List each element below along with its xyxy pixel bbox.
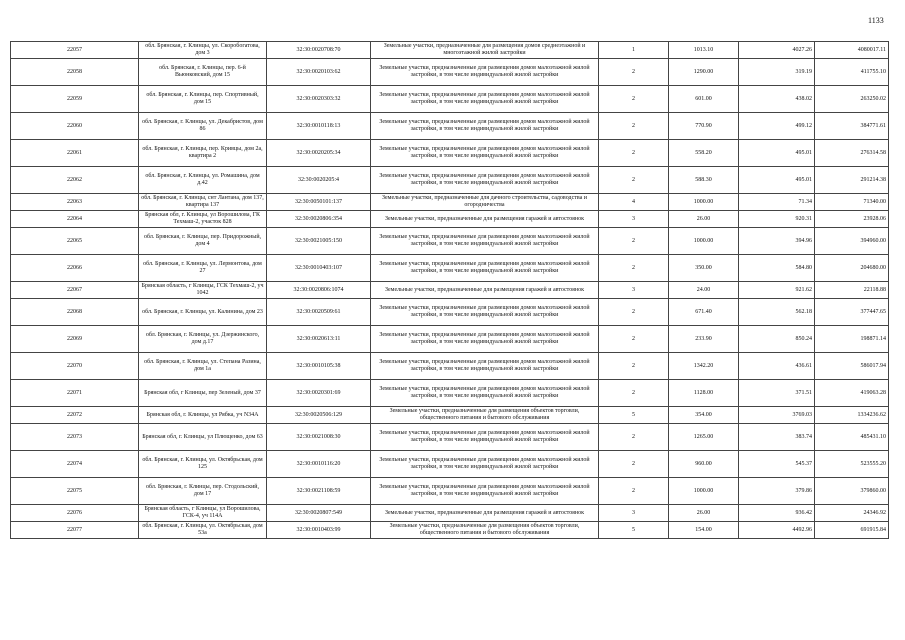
cell-number: 22072 [11, 407, 139, 424]
table-row [11, 451, 889, 478]
cell-address: обл. Брянская, г. Клинцы, ул. Ромашина, дом д.42 [139, 167, 267, 194]
cell-cadastral-number: 32:30:0020303:32 [267, 86, 371, 113]
table-row [11, 255, 889, 282]
cell-unit-value: 371.51 [739, 380, 815, 407]
cell-land-use: Земельные участки, предназначенные для размещения домов малоэтажной жилой застройки, в том числе индивидуальной жилой застройки [371, 167, 599, 194]
table-body [11, 42, 889, 539]
cell-address: обл. Брянская, г. Клинцы, ул. Декабристов, дом 86 [139, 113, 267, 140]
cadastral-value-table [10, 41, 889, 539]
table-row [11, 167, 889, 194]
cell-cadastral-value: 22118.88 [815, 282, 889, 299]
cell-number: 22074 [11, 451, 139, 478]
cell-land-use: Земельные участки, предназначенные для размещения домов малоэтажной жилой застройки, в том числе индивидуальной жилой застройки [371, 228, 599, 255]
cell-cadastral-number: 32:30:0020708:70 [267, 42, 371, 59]
cell-area: 26.00 [669, 505, 739, 522]
cell-unit-value: 495.01 [739, 140, 815, 167]
cell-unit-value: 499.12 [739, 113, 815, 140]
cell-land-use: Земельные участки, предназначенные для размещения домов малоэтажной жилой застройки, в том числе индивидуальной жилой застройки [371, 380, 599, 407]
cell-area: 233.90 [669, 326, 739, 353]
cell-unit-value: 584.80 [739, 255, 815, 282]
cell-group: 1 [599, 42, 669, 59]
cell-group: 2 [599, 299, 669, 326]
cell-area: 1013.10 [669, 42, 739, 59]
cell-cadastral-number: 32:30:0020806:354 [267, 211, 371, 228]
cell-number: 22062 [11, 167, 139, 194]
cell-cadastral-value: 523555.20 [815, 451, 889, 478]
cell-cadastral-value: 198871.14 [815, 326, 889, 353]
cell-land-use: Земельные участки, предназначенные для размещения домов малоэтажной жилой застройки, в том числе индивидуальной жилой застройки [371, 86, 599, 113]
cell-area: 1000.00 [669, 194, 739, 211]
cell-cadastral-value: 263250.02 [815, 86, 889, 113]
cell-land-use: Земельные участки, предназначенные для размещения домов малоэтажной жилой застройки, в том числе индивидуальной жилой застройки [371, 59, 599, 86]
cell-land-use: Земельные участки, предназначенные для размещения домов среднеэтажной и многоэтажной жилой застройки [371, 42, 599, 59]
cell-area: 26.00 [669, 211, 739, 228]
cell-cadastral-value: 384771.61 [815, 113, 889, 140]
table-row [11, 353, 889, 380]
cell-unit-value: 379.86 [739, 478, 815, 505]
table-row [11, 407, 889, 424]
cell-land-use: Земельные участки, предназначенные для размещения домов малоэтажной жилой застройки, в том числе индивидуальной жилой застройки [371, 255, 599, 282]
cell-address: Брянская обл, г. Клинцы, ул Ворошилова, ГК Техмаш-2, участок 828 [139, 211, 267, 228]
cell-unit-value: 394.96 [739, 228, 815, 255]
cell-number: 22061 [11, 140, 139, 167]
cell-land-use: Земельные участки, предназначенные для размещения домов малоэтажной жилой застройки, в том числе индивидуальной жилой застройки [371, 424, 599, 451]
cell-cadastral-value: 377447.65 [815, 299, 889, 326]
cell-cadastral-value: 691915.84 [815, 522, 889, 539]
cell-number: 22066 [11, 255, 139, 282]
table-row [11, 522, 889, 539]
cell-area: 960.00 [669, 451, 739, 478]
cell-address: обл. Брянская, г. Клинцы, ул. Дзержинского, дом д.17 [139, 326, 267, 353]
cell-cadastral-number: 32:30:0020613:11 [267, 326, 371, 353]
cell-cadastral-number: 32:30:0021108:59 [267, 478, 371, 505]
cell-cadastral-value: 23928.06 [815, 211, 889, 228]
cell-land-use: Земельные участки, предназначенные для размещения домов малоэтажной жилой застройки, в том числе индивидуальной жилой застройки [371, 353, 599, 380]
cell-address: обл. Брянская, г. Клинцы, пер. 6-й Вьюнковский, дом 15 [139, 59, 267, 86]
cell-address: обл. Брянская, г. Клинцы, снт Лантана, дом 137, квартира 137 [139, 194, 267, 211]
cell-cadastral-number: 32:30:0010118:13 [267, 113, 371, 140]
cell-cadastral-number: 32:30:0020806:1074 [267, 282, 371, 299]
cell-address: обл. Брянская, г. Клинцы, ул. Степана Разина, дом 1а [139, 353, 267, 380]
cell-number: 22069 [11, 326, 139, 353]
cell-unit-value: 71.34 [739, 194, 815, 211]
cell-number: 22063 [11, 194, 139, 211]
cell-cadastral-number: 32:30:0020807:549 [267, 505, 371, 522]
cell-cadastral-number: 32:30:0020205:4 [267, 167, 371, 194]
cell-group: 5 [599, 407, 669, 424]
cell-cadastral-value: 411755.10 [815, 59, 889, 86]
cell-number: 22071 [11, 380, 139, 407]
table-row [11, 86, 889, 113]
cell-group: 2 [599, 380, 669, 407]
cell-number: 22068 [11, 299, 139, 326]
cell-address: обл. Брянская, г. Клинцы, ул. Скоробогатова, дом 3 [139, 42, 267, 59]
cell-land-use: Земельные участки, предназначенные для размещения домов малоэтажной жилой застройки, в том числе индивидуальной жилой застройки [371, 451, 599, 478]
cell-land-use: Земельные участки, предназначенные для размещения гаражей и автостоянок [371, 211, 599, 228]
cell-cadastral-value: 24346.92 [815, 505, 889, 522]
cell-group: 2 [599, 451, 669, 478]
cell-cadastral-number: 32:30:0020301:69 [267, 380, 371, 407]
cell-area: 1342.20 [669, 353, 739, 380]
cell-unit-value: 495.01 [739, 167, 815, 194]
page-number: 1133 [868, 16, 884, 25]
cell-area: 558.20 [669, 140, 739, 167]
cell-number: 22075 [11, 478, 139, 505]
cell-group: 2 [599, 167, 669, 194]
cell-area: 350.00 [669, 255, 739, 282]
table-row [11, 211, 889, 228]
cell-group: 3 [599, 282, 669, 299]
cell-number: 22070 [11, 353, 139, 380]
cell-cadastral-number: 32:30:0010403:107 [267, 255, 371, 282]
cell-address: Брянская обл, г. Клинцы, ул Рябка, уч N34А [139, 407, 267, 424]
cell-group: 2 [599, 140, 669, 167]
cell-cadastral-value: 276314.58 [815, 140, 889, 167]
cell-number: 22065 [11, 228, 139, 255]
cell-number: 22077 [11, 522, 139, 539]
cell-area: 1000.00 [669, 228, 739, 255]
cell-unit-value: 436.61 [739, 353, 815, 380]
cell-area: 1128.00 [669, 380, 739, 407]
cell-area: 601.00 [669, 86, 739, 113]
cell-group: 2 [599, 113, 669, 140]
table-row [11, 42, 889, 59]
cell-cadastral-value: 1334236.62 [815, 407, 889, 424]
table-row [11, 478, 889, 505]
cell-number: 22058 [11, 59, 139, 86]
cell-unit-value: 4027.26 [739, 42, 815, 59]
table-row [11, 194, 889, 211]
cell-unit-value: 4492.96 [739, 522, 815, 539]
cell-cadastral-value: 419063.28 [815, 380, 889, 407]
cell-land-use: Земельные участки, предназначенные для размещения гаражей и автостоянок [371, 282, 599, 299]
cell-address: обл. Брянская, г. Клинцы, ул. Лермонтова, дом 27 [139, 255, 267, 282]
cell-number: 22067 [11, 282, 139, 299]
cell-group: 4 [599, 194, 669, 211]
cell-cadastral-value: 4080017.11 [815, 42, 889, 59]
cell-unit-value: 319.19 [739, 59, 815, 86]
cell-unit-value: 936.42 [739, 505, 815, 522]
cell-area: 588.30 [669, 167, 739, 194]
table-row [11, 228, 889, 255]
cell-area: 1000.00 [669, 478, 739, 505]
cell-cadastral-value: 586017.94 [815, 353, 889, 380]
table-row [11, 299, 889, 326]
cell-cadastral-value: 204680.00 [815, 255, 889, 282]
cell-address: обл. Брянская, г. Клинцы, пер. Спортивный, дом 15 [139, 86, 267, 113]
cell-unit-value: 545.37 [739, 451, 815, 478]
cell-cadastral-number: 32:30:0010105:38 [267, 353, 371, 380]
cell-land-use: Земельные участки, предназначенные для размещения домов малоэтажной жилой застройки, в том числе индивидуальной жилой застройки [371, 299, 599, 326]
cell-unit-value: 921.62 [739, 282, 815, 299]
cell-cadastral-number: 32:30:0021008:30 [267, 424, 371, 451]
table-row [11, 140, 889, 167]
cell-cadastral-value: 291214.38 [815, 167, 889, 194]
cell-cadastral-number: 32:30:0020205:34 [267, 140, 371, 167]
table-row [11, 505, 889, 522]
cell-cadastral-number: 32:30:0010403:99 [267, 522, 371, 539]
cell-number: 22059 [11, 86, 139, 113]
cell-group: 2 [599, 478, 669, 505]
cell-cadastral-number: 32:30:0010116:20 [267, 451, 371, 478]
cell-address: обл. Брянская, г. Клинцы, ул. Калинина, дом 23 [139, 299, 267, 326]
cell-group: 2 [599, 424, 669, 451]
cell-number: 22057 [11, 42, 139, 59]
table-row [11, 424, 889, 451]
cell-address: обл. Брянская, г. Клинцы, пер. Кривцы, дом 2а, квартира 2 [139, 140, 267, 167]
cell-number: 22064 [11, 211, 139, 228]
cell-cadastral-value: 394960.00 [815, 228, 889, 255]
cell-group: 2 [599, 228, 669, 255]
cell-area: 154.00 [669, 522, 739, 539]
cell-address: обл. Брянская, г. Клинцы, ул. Октябрьская, дом 125 [139, 451, 267, 478]
cell-land-use: Земельные участки, предназначенные для размещения объектов торговли, общественного питания и бытового обслуживания [371, 407, 599, 424]
cell-land-use: Земельные участки, предназначенные для размещения домов малоэтажной жилой застройки, в том числе индивидуальной жилой застройки [371, 140, 599, 167]
cell-unit-value: 920.31 [739, 211, 815, 228]
cell-address: обл. Брянская, г. Клинцы, пер. Придорожный, дом 4 [139, 228, 267, 255]
cell-address: Брянская обл, г. Клинцы, ул Плющенко, дом 63 [139, 424, 267, 451]
cell-group: 2 [599, 59, 669, 86]
cell-address: обл. Брянская, г. Клинцы, пер. Стодольский, дом 17 [139, 478, 267, 505]
cell-land-use: Земельные участки, предназначенные для размещения домов малоэтажной жилой застройки, в том числе индивидуальной жилой застройки [371, 113, 599, 140]
cell-group: 2 [599, 86, 669, 113]
cell-unit-value: 562.18 [739, 299, 815, 326]
table-row [11, 113, 889, 140]
cell-group: 2 [599, 326, 669, 353]
cell-unit-value: 850.24 [739, 326, 815, 353]
cell-unit-value: 3769.03 [739, 407, 815, 424]
cell-cadastral-number: 32:30:0021005:150 [267, 228, 371, 255]
cell-cadastral-value: 379860.00 [815, 478, 889, 505]
table-row [11, 380, 889, 407]
cell-address: обл. Брянская, г. Клинцы, ул. Октябрьская, дом 53а [139, 522, 267, 539]
table-row [11, 282, 889, 299]
cell-cadastral-value: 485431.10 [815, 424, 889, 451]
table-row [11, 326, 889, 353]
cell-area: 24.00 [669, 282, 739, 299]
cell-cadastral-number: 32:30:0050101:137 [267, 194, 371, 211]
cell-land-use: Земельные участки, предназначенные для дачного строительства, садоводства и огородничества [371, 194, 599, 211]
cell-area: 354.00 [669, 407, 739, 424]
table-row [11, 59, 889, 86]
cell-unit-value: 438.02 [739, 86, 815, 113]
cell-number: 22060 [11, 113, 139, 140]
cell-area: 770.90 [669, 113, 739, 140]
cell-land-use: Земельные участки, предназначенные для размещения объектов торговли, общественного питания и бытового обслуживания [371, 522, 599, 539]
cell-area: 1290.00 [669, 59, 739, 86]
cell-land-use: Земельные участки, предназначенные для размещения домов малоэтажной жилой застройки, в том числе индивидуальной жилой застройки [371, 326, 599, 353]
cell-area: 1265.00 [669, 424, 739, 451]
cell-cadastral-number: 32:30:0020103:62 [267, 59, 371, 86]
cell-group: 2 [599, 353, 669, 380]
cell-cadastral-value: 71340.00 [815, 194, 889, 211]
cell-cadastral-number: 32:30:0020506:129 [267, 407, 371, 424]
cell-number: 22076 [11, 505, 139, 522]
cell-group: 3 [599, 211, 669, 228]
cell-unit-value: 383.74 [739, 424, 815, 451]
cell-land-use: Земельные участки, предназначенные для размещения гаражей и автостоянок [371, 505, 599, 522]
cell-area: 671.40 [669, 299, 739, 326]
cell-group: 3 [599, 505, 669, 522]
cell-address: Брянская обл, г Клинцы, пер Зеленый, дом 37 [139, 380, 267, 407]
cell-cadastral-number: 32:30:0020509:61 [267, 299, 371, 326]
cell-address: Брянская область, г Клинцы, ГСК Техмаш-2, уч 1042 [139, 282, 267, 299]
cell-group: 2 [599, 255, 669, 282]
cell-address: Брянская область, г Клинцы, ул Ворошилова, ГСК-4, уч 114А [139, 505, 267, 522]
cell-group: 5 [599, 522, 669, 539]
cell-land-use: Земельные участки, предназначенные для размещения домов малоэтажной жилой застройки, в том числе индивидуальной жилой застройки [371, 478, 599, 505]
cell-number: 22073 [11, 424, 139, 451]
